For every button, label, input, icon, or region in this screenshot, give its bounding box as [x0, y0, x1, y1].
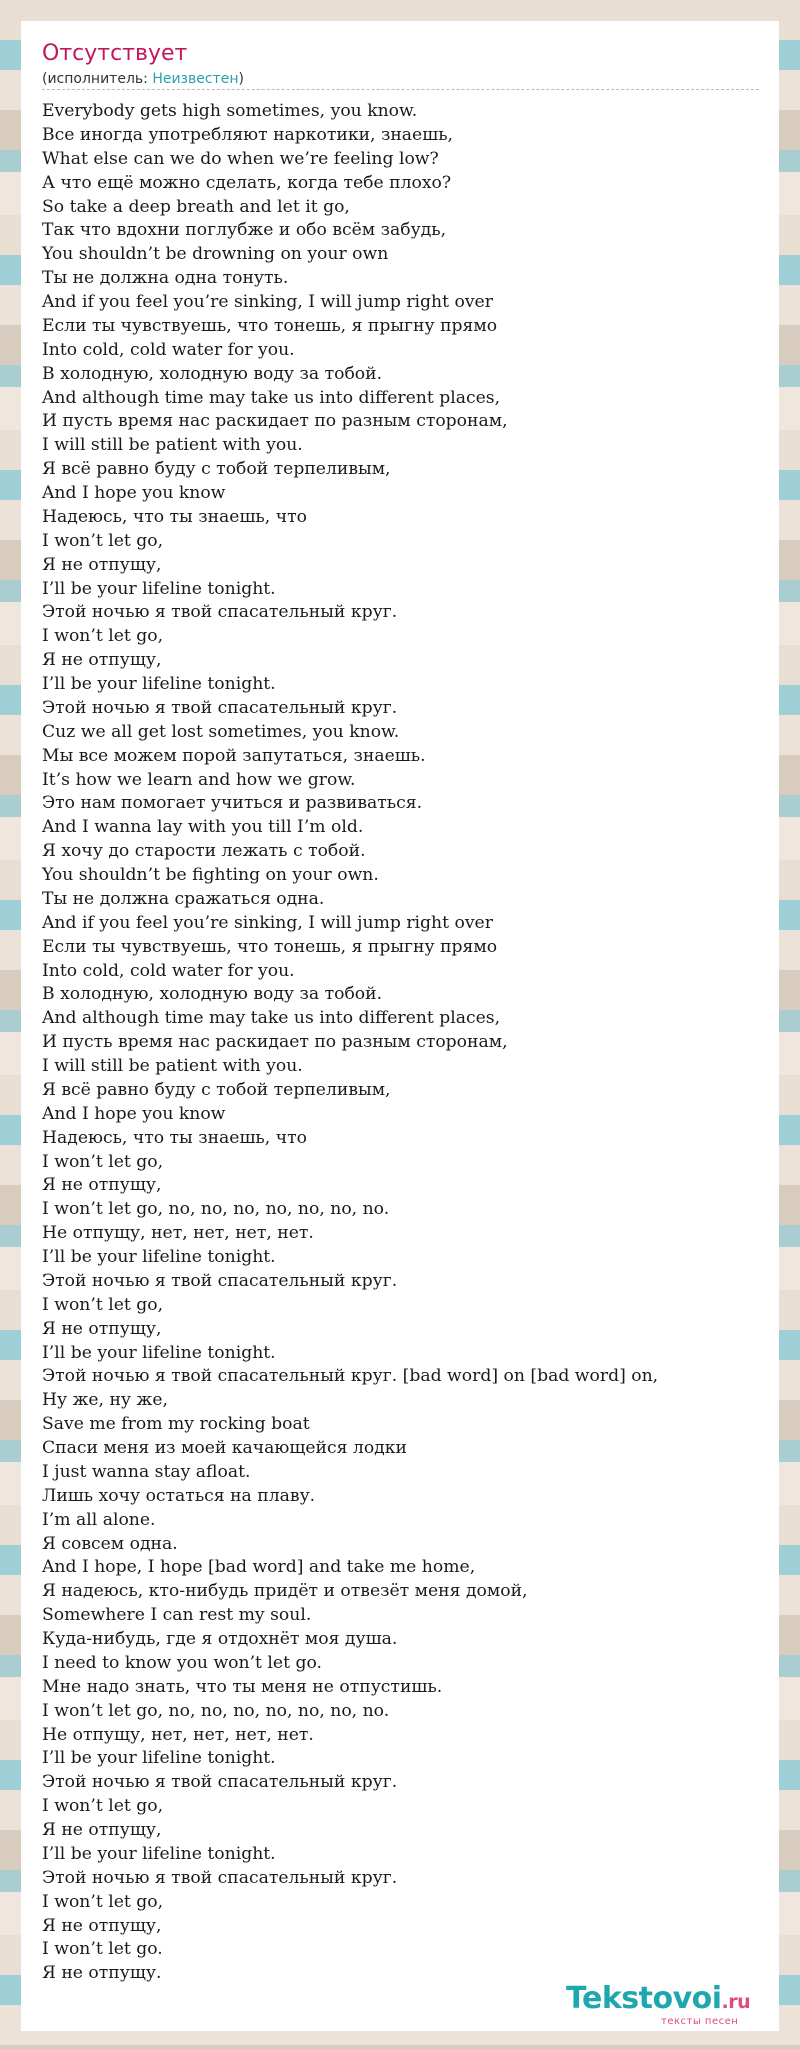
lyric-line: And I hope, I hope [bad word] and take me home,: [42, 1557, 476, 1578]
lyric-line: I’ll be your lifeline tonight.: [42, 1342, 276, 1363]
lyric-line: Ты не должна сражаться одна.: [42, 888, 325, 909]
lyric-line: Мне надо знать, что ты меня не отпустишь.: [42, 1676, 443, 1697]
lyric-line: И пусть время нас раскидает по разным сторонам,: [42, 411, 508, 432]
lyric-line: Если ты чувствуешь, что тонешь, я прыгну прямо: [42, 315, 498, 336]
lyric-line: Я не отпущу,: [42, 1175, 162, 1196]
lyric-line: I won’t let go,: [42, 1294, 164, 1315]
lyric-line: It’s how we learn and how we grow.: [42, 769, 356, 790]
lyric-line: А что ещё можно сделать, когда тебе плохо?: [42, 172, 452, 193]
title-divider: [42, 89, 759, 90]
logo-tagline: тексты песен: [661, 2016, 739, 2027]
lyrics-text: [42, 100, 772, 1986]
lyric-line: Этой ночью я твой спасательный круг.: [42, 1772, 398, 1793]
lyric-line: Так что вдохни поглубже и обо всём забудь,: [42, 220, 447, 241]
lyric-line: You shouldn’t be fighting on your own.: [42, 865, 379, 885]
lyric-line: Я не отпущу,: [42, 1820, 162, 1840]
lyric-line: Надеюсь, что ты знаешь, что: [42, 506, 307, 527]
lyric-line: Надеюсь, что ты знаешь, что: [42, 1127, 307, 1148]
lyric-line: Save me from my rocking boat: [42, 1414, 310, 1435]
lyric-line: Лишь хочу остаться на плаву.: [42, 1485, 316, 1506]
lyric-line: I just wanna stay afloat.: [42, 1461, 251, 1482]
lyric-line: I’m all alone.: [42, 1509, 156, 1530]
lyric-line: And if you feel you’re sinking, I will jump right over: [42, 292, 493, 312]
lyric-line: You shouldn’t be drowning on your own: [42, 244, 389, 265]
lyric-line: Everybody gets high sometimes, you know.: [42, 101, 418, 121]
lyric-line: Не отпущу, нет, нет, нет, нет.: [42, 1724, 314, 1745]
lyric-line: I need to know you won’t let go.: [42, 1652, 322, 1673]
lyric-line: Я совсем одна.: [42, 1533, 178, 1554]
lyric-line: Мы все можем порой запутаться, знаешь.: [42, 745, 426, 766]
lyric-line: Не отпущу, нет, нет, нет, нет.: [42, 1223, 314, 1244]
lyric-line: Into cold, cold water for you.: [42, 339, 295, 360]
lyric-line: And I wanna lay with you till I’m old.: [42, 817, 364, 838]
lyric-line: I won’t let go,: [42, 1796, 164, 1817]
lyric-line: And although time may take us into different places,: [42, 387, 501, 408]
lyric-line: Этой ночью я твой спасательный круг. [bad word] on [bad word] on,: [42, 1366, 659, 1387]
lyric-line: Я не отпущу,: [42, 1915, 162, 1936]
lyric-line: I won’t let go,: [42, 530, 164, 551]
lyric-line: I will still be patient with you.: [42, 435, 303, 456]
lyric-line: Я не отпущу.: [42, 1963, 162, 1984]
lyric-line: And I hope you know: [42, 1103, 226, 1124]
lyrics-card: [21, 21, 779, 2031]
lyric-line: Если ты чувствуешь, что тонешь, я прыгну прямо: [42, 936, 498, 957]
lyric-line: Я всё равно буду с тобой терпеливым,: [42, 459, 391, 480]
lyric-line: I’ll be your lifeline tonight.: [42, 1843, 276, 1864]
lyric-line: I’ll be your lifeline tonight.: [42, 1748, 276, 1769]
lyric-line: И пусть время нас раскидает по разным сторонам,: [42, 1032, 508, 1053]
lyric-line: What else can we do when we’re feeling low?: [42, 148, 439, 169]
lyric-line: Этой ночью я твой спасательный круг.: [42, 1270, 398, 1291]
lyric-line: So take a deep breath and let it go,: [42, 196, 350, 217]
lyric-line: Я не отпущу,: [42, 554, 162, 575]
lyric-line: В холодную, холодную воду за тобой.: [42, 363, 383, 384]
lyric-line: I’ll be your lifeline tonight.: [42, 1247, 276, 1267]
lyric-line: Я надеюсь, кто-нибудь придёт и отвезёт меня домой,: [42, 1581, 528, 1602]
performer-link[interactable]: Неизвестен: [152, 71, 239, 87]
lyric-line: I won’t let go,: [42, 1891, 164, 1912]
lyric-line: Ну же, ну же,: [42, 1390, 168, 1411]
lyric-line: Я хочу до старости лежать с тобой.: [42, 841, 366, 862]
lyric-line: Все иногда употребляют наркотики, знаешь,: [42, 124, 454, 145]
lyric-line: I won’t let go, no, no, no, no, no, no, no.: [42, 1700, 390, 1721]
song-title: Отсутствует: [42, 41, 188, 66]
lyric-line: And I hope you know: [42, 483, 226, 503]
lyric-line: Этой ночью я твой спасательный круг.: [42, 602, 398, 623]
logo-name: Tekstovoi: [566, 1981, 722, 2016]
lyric-line: Я не отпущу,: [42, 650, 162, 671]
lyric-line: Я всё равно буду с тобой терпеливым,: [42, 1079, 391, 1100]
lyric-line: Куда-нибудь, где я отдохнёт моя душа.: [42, 1629, 398, 1649]
lyric-line: I won’t let go,: [42, 1151, 164, 1172]
lyric-line: I’ll be your lifeline tonight.: [42, 674, 276, 694]
lyric-line: Этой ночью я твой спасательный круг.: [42, 697, 398, 718]
lyric-line: I won’t let go, no, no, no, no, no, no, no.: [42, 1199, 390, 1220]
lyric-line: Ты не должна одна тонуть.: [42, 268, 289, 289]
lyric-line: I won’t let go,: [42, 626, 164, 647]
performer-prefix: (исполнитель:: [42, 71, 153, 87]
lyric-line: Этой ночью я твой спасательный круг.: [42, 1867, 398, 1888]
lyric-line: В холодную, холодную воду за тобой.: [42, 984, 383, 1005]
site-logo[interactable]: [566, 1981, 766, 2031]
logo-wordmark: [566, 1981, 750, 2016]
performer-line: [42, 70, 244, 88]
lyric-line: I will still be patient with you.: [42, 1056, 303, 1076]
lyric-line: I’ll be your lifeline tonight.: [42, 578, 276, 599]
lyric-line: Спаси меня из моей качающейся лодки: [42, 1438, 407, 1458]
lyric-line: And if you feel you’re sinking, I will jump right over: [42, 912, 493, 933]
lyric-line: Я не отпущу,: [42, 1318, 162, 1339]
performer-suffix: ): [238, 71, 244, 87]
logo-tld: .ru: [721, 1991, 751, 2013]
lyric-line: Cuz we all get lost sometimes, you know.: [42, 721, 400, 742]
lyric-line: And although time may take us into different places,: [42, 1008, 501, 1029]
lyric-line: Into cold, cold water for you.: [42, 960, 295, 981]
lyric-line: Somewhere I can rest my soul.: [42, 1605, 312, 1626]
lyric-line: Это нам помогает учиться и развиваться.: [42, 793, 423, 814]
lyric-line: I won’t let go.: [42, 1939, 163, 1960]
